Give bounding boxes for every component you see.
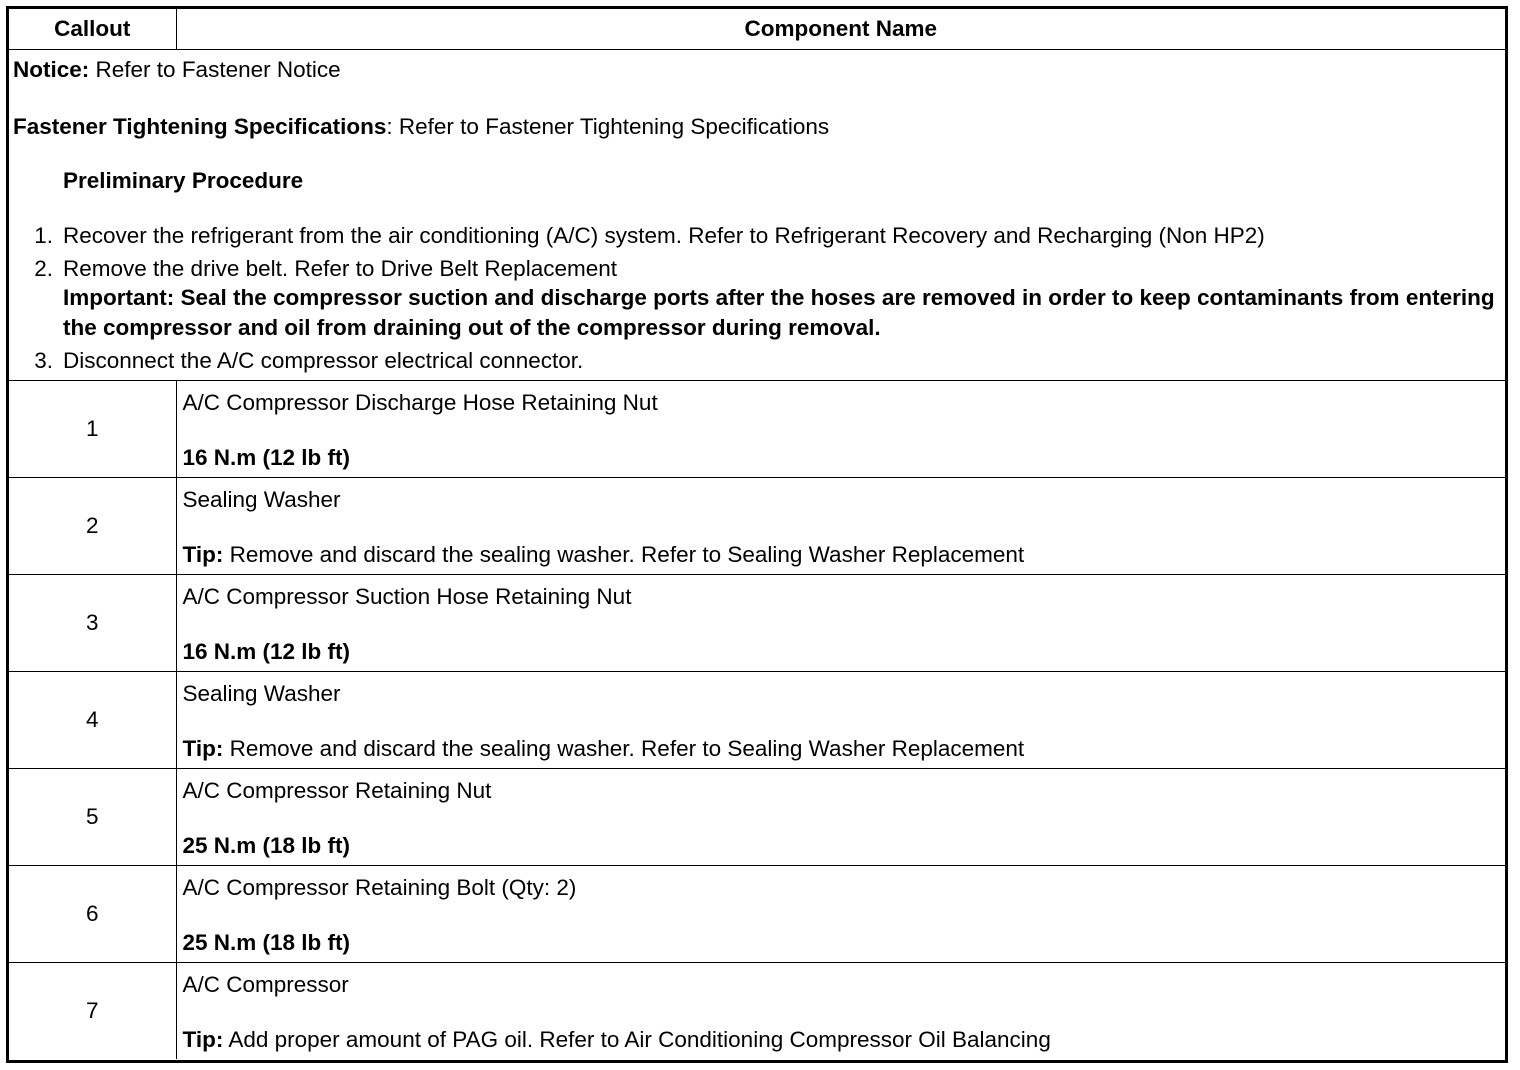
component-detail bbox=[183, 445, 351, 471]
detail-bold: 16 N.m (12 lb ft) bbox=[182, 639, 351, 664]
table-row bbox=[9, 381, 1505, 478]
detail-text: Remove and discard the sealing washer. Refer to Sealing Washer Replacement bbox=[223, 736, 1025, 761]
notice-label: Notice: bbox=[13, 57, 90, 82]
detail-bold: Tip: bbox=[182, 542, 224, 567]
callout-column-header: Callout bbox=[9, 9, 176, 50]
step-number: 2. bbox=[34, 256, 53, 281]
component-name: A/C Compressor Retaining Nut bbox=[182, 778, 492, 803]
component-detail bbox=[183, 639, 351, 665]
callout-number: 6 bbox=[9, 866, 176, 963]
component-name: A/C Compressor bbox=[182, 972, 349, 997]
component-name: Sealing Washer bbox=[182, 487, 341, 512]
component-detail bbox=[183, 542, 1025, 568]
component-table bbox=[9, 9, 1505, 1059]
step-text: Remove the drive belt. Refer to Drive Belt Replacement bbox=[63, 256, 617, 281]
detail-text: Add proper amount of PAG oil. Refer to Air Conditioning Compressor Oil Balancing bbox=[223, 1027, 1051, 1052]
detail-bold: 25 N.m (18 lb ft) bbox=[182, 833, 351, 858]
component-detail bbox=[183, 930, 351, 956]
component-detail bbox=[183, 1027, 1051, 1053]
callout-number: 2 bbox=[9, 478, 176, 575]
detail-text: Remove and discard the sealing washer. Refer to Sealing Washer Replacement bbox=[223, 542, 1025, 567]
spec-document bbox=[6, 6, 1508, 1063]
component-cell bbox=[176, 963, 1505, 1060]
detail-bold: 16 N.m (12 lb ft) bbox=[182, 445, 351, 470]
fts-link[interactable]: Fastener Tightening Specifications bbox=[485, 114, 830, 139]
important-note: Important: Seal the compressor suction and discharge ports after the hoses are removed in order to keep contaminants from entering the compressor and oil from draining out of the compressor during removal. bbox=[63, 285, 1495, 340]
fastener-notice-link[interactable]: Fastener Notice bbox=[181, 57, 341, 82]
detail-bold: 25 N.m (18 lb ft) bbox=[182, 930, 351, 955]
component-name: A/C Compressor Suction Hose Retaining Nut bbox=[182, 584, 632, 609]
component-name: A/C Compressor Retaining Bolt (Qty: 2) bbox=[182, 875, 577, 900]
component-detail bbox=[183, 833, 351, 859]
detail-bold: Tip: bbox=[182, 1027, 224, 1052]
notes-row bbox=[9, 50, 1505, 381]
table-header-row bbox=[9, 9, 1505, 50]
callout-number: 5 bbox=[9, 769, 176, 866]
component-name-column-header: Component Name bbox=[176, 9, 1505, 50]
callout-number: 4 bbox=[9, 672, 176, 769]
table-row bbox=[9, 575, 1505, 672]
component-cell bbox=[176, 672, 1505, 769]
component-cell bbox=[176, 769, 1505, 866]
detail-bold: Tip: bbox=[182, 736, 224, 761]
component-cell bbox=[176, 866, 1505, 963]
component-cell bbox=[176, 478, 1505, 575]
component-name: Sealing Washer bbox=[182, 681, 341, 706]
component-cell bbox=[176, 575, 1505, 672]
table-row bbox=[9, 478, 1505, 575]
fts-text: : Refer to bbox=[386, 114, 486, 139]
step-number: 1. bbox=[34, 223, 53, 248]
table-row bbox=[9, 672, 1505, 769]
step-text: Recover the refrigerant from the air conditioning (A/C) system. Refer to Refrigerant Recovery and Recharging (Non HP2) bbox=[63, 223, 1265, 248]
preliminary-procedure-title: Preliminary Procedure bbox=[63, 168, 304, 193]
notice-line bbox=[13, 57, 341, 83]
table-row bbox=[9, 866, 1505, 963]
component-detail bbox=[183, 736, 1025, 762]
callout-number: 1 bbox=[9, 381, 176, 478]
notes-cell bbox=[9, 50, 1505, 381]
notice-text: Refer to bbox=[89, 57, 182, 82]
component-cell bbox=[176, 381, 1505, 478]
fts-label: Fastener Tightening Specifications bbox=[13, 114, 387, 139]
callout-number: 7 bbox=[9, 963, 176, 1060]
step-number: 3. bbox=[34, 348, 53, 373]
component-name: A/C Compressor Discharge Hose Retaining Nut bbox=[182, 390, 658, 415]
callout-number: 3 bbox=[9, 575, 176, 672]
table-row bbox=[9, 769, 1505, 866]
table-row bbox=[9, 963, 1505, 1060]
step-text: Disconnect the A/C compressor electrical connector. bbox=[63, 348, 584, 373]
fts-line bbox=[13, 114, 829, 140]
